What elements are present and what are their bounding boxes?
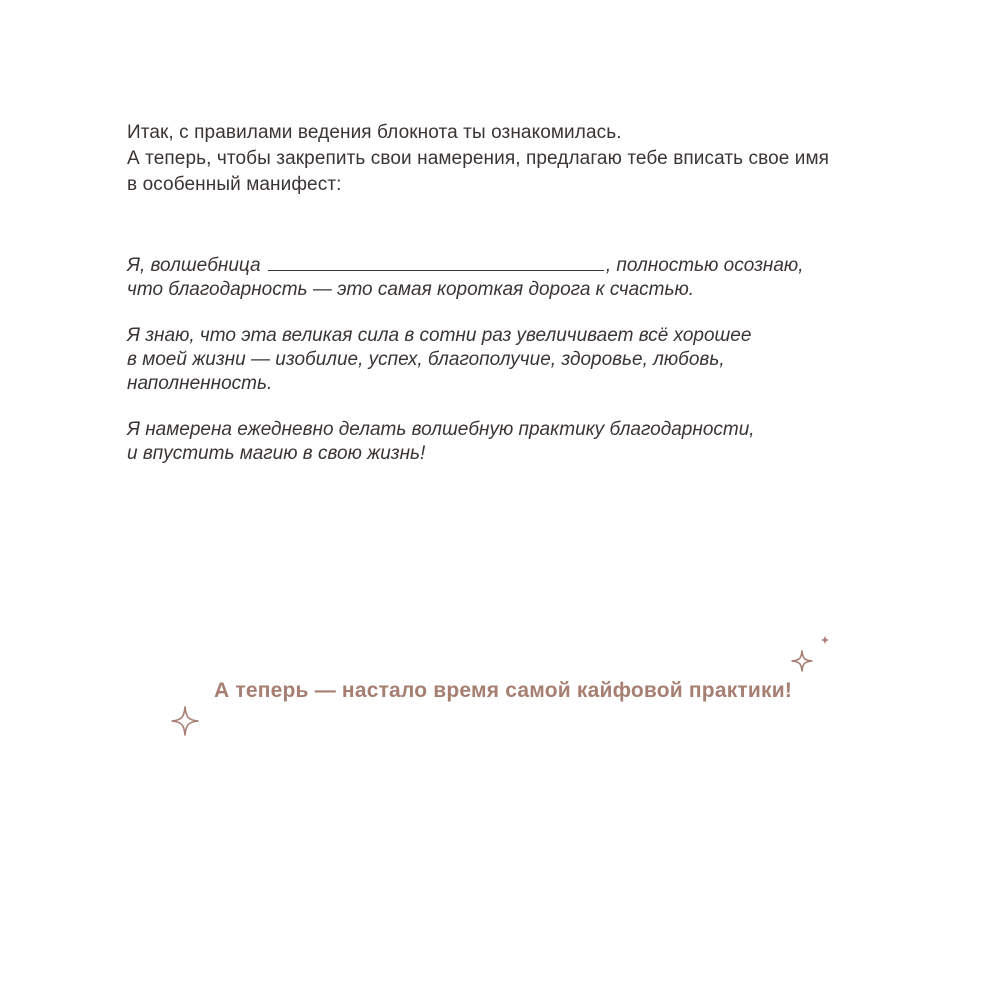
intro-text [127,120,887,198]
manifest-text: в моей жизни — изобилие, успех, благополучие, здоровье, любовь, [127,349,725,370]
manifest-text: и впустить магию в свою жизнь! [127,443,426,464]
manifest-text: наполненность. [127,373,273,394]
intro-line: А теперь, чтобы закрепить свои намерения, предлагаю тебе вписать свое имя [127,148,830,169]
manifest-paragraph-1 [127,253,887,302]
manifest [127,253,887,488]
sparkle-icon [819,634,831,646]
manifest-paragraph-2 [127,324,887,396]
manifest-text: Я, волшебница [127,255,261,276]
sparkle-icon [790,649,814,673]
manifest-text: Я знаю, что эта великая сила в сотни раз увеличивает всё хорошее [127,325,752,346]
manifest-text: что благодарность — это самая короткая дорога к счастью. [127,279,695,300]
name-blank-line[interactable] [268,253,604,271]
sparkle-icon [170,705,200,737]
manifest-paragraph-3 [127,418,887,466]
intro-line: в особенный манифест: [127,174,342,195]
manifest-text: Я намерена ежедневно делать волшебную практику благодарности, [127,419,755,440]
practice-heading: А теперь — настало время самой кайфовой практики! [214,679,793,702]
intro-line: Итак, с правилами ведения блокнота ты ознакомилась. [127,122,622,143]
manifest-text: , полностью осознаю, [605,255,804,276]
